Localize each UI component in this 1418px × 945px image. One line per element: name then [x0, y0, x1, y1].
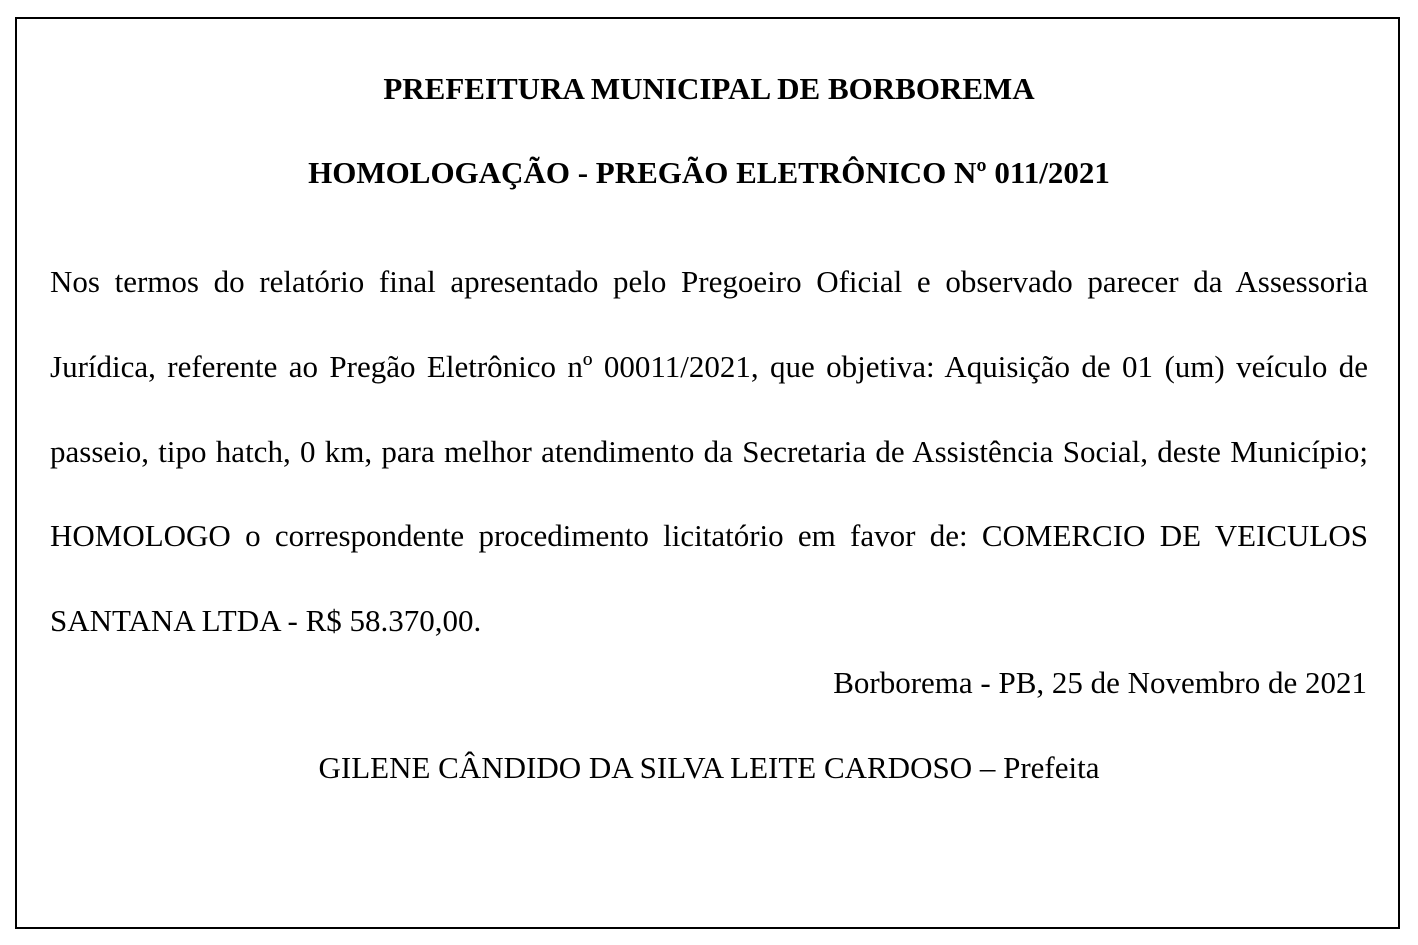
document-title: HOMOLOGAÇÃO - PREGÃO ELETRÔNICO Nº 011/2021: [308, 155, 1110, 190]
place-date: Borborema - PB, 25 de Novembro de 2021: [833, 665, 1367, 700]
municipality-title: PREFEITURA MUNICIPAL DE BORBOREMA: [383, 71, 1035, 106]
signatory-line: GILENE CÂNDIDO DA SILVA LEITE CARDOSO – Prefeita: [318, 750, 1100, 785]
homologation-paragraph: Nos termos do relatório final apresentado pelo Pregoeiro Oficial e observado parecer da Assessoria Jurídica, referente ao Pregão Eletrônico nº 00011/2021, que objetiva: Aquisição de 01 (um) veículo de passeio, tipo hatch, 0 km, para melhor atendimento da Secretaria de Assistência Social, deste Município; HOMOLOGO o correspondente procedimento licitatório em favor de: COMERCIO DE VEICULOS SANTANA LTDA - R$ 58.370,00.: [50, 264, 1368, 639]
